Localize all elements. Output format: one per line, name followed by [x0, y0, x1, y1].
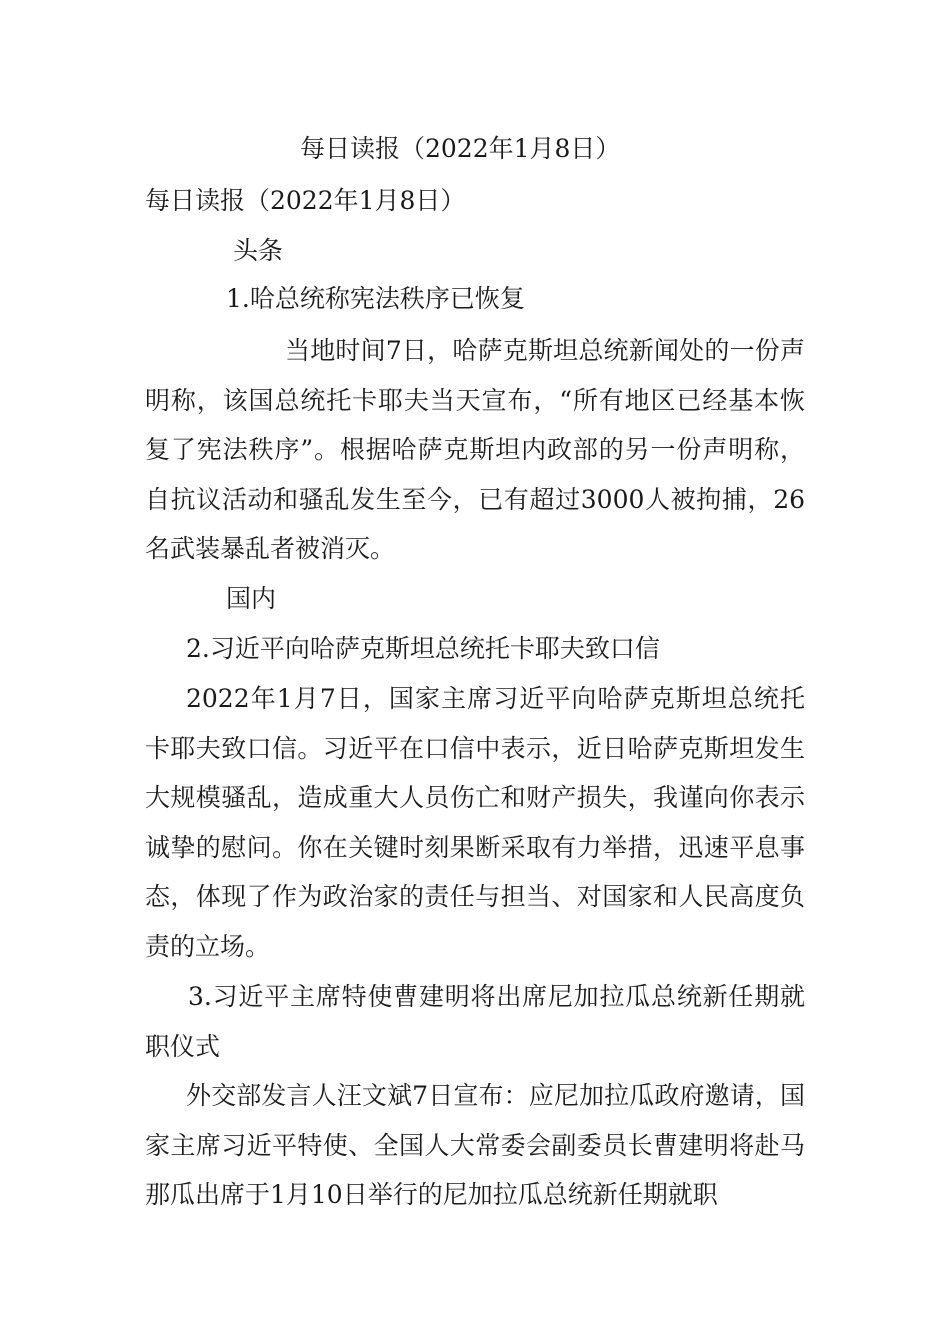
document-title: 每日读报（2022年1月8日）	[300, 134, 621, 163]
article-body-1: 当地时间7日，哈萨克斯坦总统新闻处的一份声明称，该国总统托卡耶夫当天宣布，“所有地区已经基本恢复了宪法秩序”。根据哈萨克斯坦内政部的另一份声明称，自抗议活动和骚乱发生至今，已有超过3000人被拘捕，26名武装暴乱者被消灭。	[145, 336, 805, 563]
article-heading-1: 1.哈总统称宪法秩序已恢复	[226, 284, 525, 313]
article-body-2: 2022年1月7日，国家主席习近平向哈萨克斯坦总统托卡耶夫致口信。习近平在口信中表示，近日哈萨克斯坦发生大规模骚乱，造成重大人员伤亡和财产损失，我谨向你表示诚挚的慰问。你在关键时刻果断采取有力举措，迅速平息事态，体现了作为政治家的责任与担当、对国家和人民高度负责的立场。	[145, 684, 805, 961]
section-label-domestic: 国内	[226, 584, 277, 613]
article-heading-3: 3.习近平主席特使曹建明将出席尼加拉瓜总统新任期就职仪式	[145, 982, 805, 1061]
document-subtitle: 每日读报（2022年1月8日）	[145, 186, 466, 215]
section-label-headline: 头条	[233, 236, 284, 265]
article-body-3: 外交部发言人汪文斌7日宣布：应尼加拉瓜政府邀请，国家主席习近平特使、全国人大常委会副委员长曹建明将赴马那瓜出席于1月10日举行的尼加拉瓜总统新任期就职	[145, 1081, 805, 1209]
article-heading-2: 2.习近平向哈萨克斯坦总统托卡耶夫致口信	[186, 634, 660, 663]
